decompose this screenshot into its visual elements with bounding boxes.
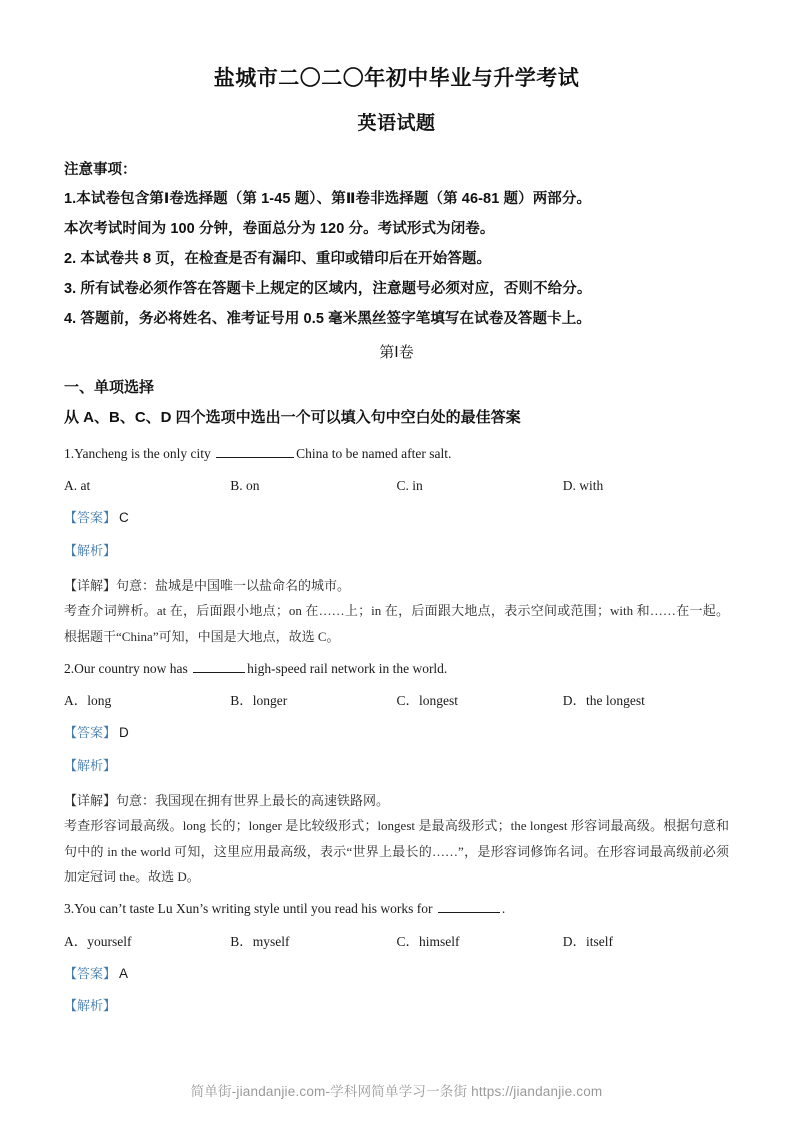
option-a[interactable]: A．long bbox=[64, 693, 112, 709]
analysis-marker: 【解析】 bbox=[64, 757, 117, 773]
option-b[interactable]: B. on bbox=[230, 478, 260, 494]
question-number: 1. bbox=[64, 445, 75, 461]
question-stem-after: . bbox=[501, 901, 506, 917]
option-d[interactable]: D．the longest bbox=[562, 693, 645, 709]
explanation-line: 【详解】句意：盐城是中国唯一以盐命名的城市。 bbox=[64, 577, 351, 593]
question-stem-before: You can’t taste Lu Xun’s writing style until you read his works for bbox=[74, 901, 433, 917]
notice-line-1: 1.本试卷包含第Ⅰ卷选择题（第 1-45 题）、第Ⅱ卷非选择题（第 46-81 题）两部分。 bbox=[64, 190, 592, 207]
notice-line-2: 本次考试时间为 100 分钟，卷面总分为 120 分。考试形式为闭卷。 bbox=[64, 220, 495, 237]
question-item bbox=[64, 444, 729, 649]
answer-value: A bbox=[119, 965, 129, 981]
page-subtitle: 英语试题 bbox=[357, 113, 436, 135]
question-item bbox=[64, 899, 729, 1016]
question-stem bbox=[64, 659, 729, 679]
answer-value: C bbox=[119, 510, 129, 526]
answer-blank[interactable] bbox=[193, 659, 245, 673]
explanation-line: 考查介词辨析。at 在，后面跟小地点；on 在……上；in 在，后面跟大地点，表示空间或范围；with 和……在一起。根据题干“China”可知，中国是大地点，故选 C。 bbox=[64, 603, 729, 644]
analysis-row bbox=[64, 541, 729, 561]
question-stem-before: Yancheng is the only city bbox=[74, 445, 211, 461]
answer-blank[interactable] bbox=[438, 900, 500, 914]
notice-line-4: 3. 所有试卷必须作答在答题卡上规定的区域内，注意题号必须对应，否则不给分。 bbox=[64, 280, 592, 297]
analysis-marker: 【解析】 bbox=[64, 998, 117, 1014]
option-d[interactable]: D. with bbox=[562, 478, 604, 494]
answer-row bbox=[64, 508, 729, 528]
option-d[interactable]: D．itself bbox=[562, 933, 613, 949]
answer-marker: 【答案】 bbox=[64, 725, 117, 741]
analysis-marker: 【解析】 bbox=[64, 542, 117, 558]
answer-blank[interactable] bbox=[216, 444, 294, 458]
answer-row bbox=[64, 723, 729, 743]
section-heading: 一、单项选择 bbox=[64, 378, 155, 396]
question-stem-after: China to be named after salt. bbox=[296, 445, 452, 461]
section-instruction: 从 A、B、C、D 四个选项中选出一个可以填入句中空白处的最佳答案 bbox=[64, 408, 521, 426]
answer-marker: 【答案】 bbox=[64, 510, 117, 526]
option-c[interactable]: C. in bbox=[396, 478, 423, 494]
option-a[interactable]: A．yourself bbox=[64, 933, 132, 949]
explanation bbox=[64, 573, 729, 649]
page-title: 盐城市二〇二〇年初中毕业与升学考试 bbox=[213, 67, 580, 90]
notice-line-3: 2. 本试卷共 8 页，在检查是否有漏印、重印或错印后在开始答题。 bbox=[64, 250, 492, 267]
explanation-line: 考查形容词最高级。long 长的；longer 是比较级形式；longest 是最高级形式；the longest 形容词最高级。根据句意和句中的 in the world 可知，这里应用最高级，表示“世界上最长的……”，是形容词修饰名词。在形容词最高级前必须加定冠词 the。故选 D。 bbox=[64, 818, 729, 884]
option-b[interactable]: B．myself bbox=[230, 933, 290, 949]
analysis-row bbox=[64, 756, 729, 776]
question-stem bbox=[64, 444, 729, 464]
option-c[interactable]: C．longest bbox=[396, 693, 459, 709]
option-a[interactable]: A. at bbox=[64, 478, 91, 494]
question-options bbox=[64, 932, 729, 952]
notice-section bbox=[64, 160, 729, 330]
notice-line-5: 4. 答题前，务必将姓名、准考证号用 0.5 毫米黑丝签字笔填写在试卷及答题卡上。 bbox=[64, 310, 591, 327]
question-stem-before: Our country now has bbox=[74, 660, 188, 676]
explanation bbox=[64, 788, 729, 889]
answer-row bbox=[64, 964, 729, 984]
option-b[interactable]: B．longer bbox=[230, 693, 288, 709]
question-stem bbox=[64, 899, 729, 919]
question-number: 3. bbox=[64, 901, 75, 917]
analysis-row bbox=[64, 996, 729, 1016]
question-options bbox=[64, 476, 729, 496]
question-stem-after: high-speed rail network in the world. bbox=[247, 660, 448, 676]
question-options bbox=[64, 691, 729, 711]
explanation-line: 【详解】句意：我国现在拥有世界上最长的高速铁路网。 bbox=[64, 792, 390, 808]
option-c[interactable]: C．himself bbox=[396, 933, 460, 949]
notice-heading: 注意事项： bbox=[64, 162, 137, 178]
answer-value: D bbox=[119, 725, 129, 741]
question-item bbox=[64, 659, 729, 889]
answer-marker: 【答案】 bbox=[64, 965, 117, 981]
footer-watermark: 简单街-jiandanjie.com-学科网简单学习一条街 https://jiandanjie.com bbox=[190, 1084, 603, 1099]
question-number: 2. bbox=[64, 660, 75, 676]
paper-part-heading: 第Ⅰ卷 bbox=[379, 343, 414, 361]
